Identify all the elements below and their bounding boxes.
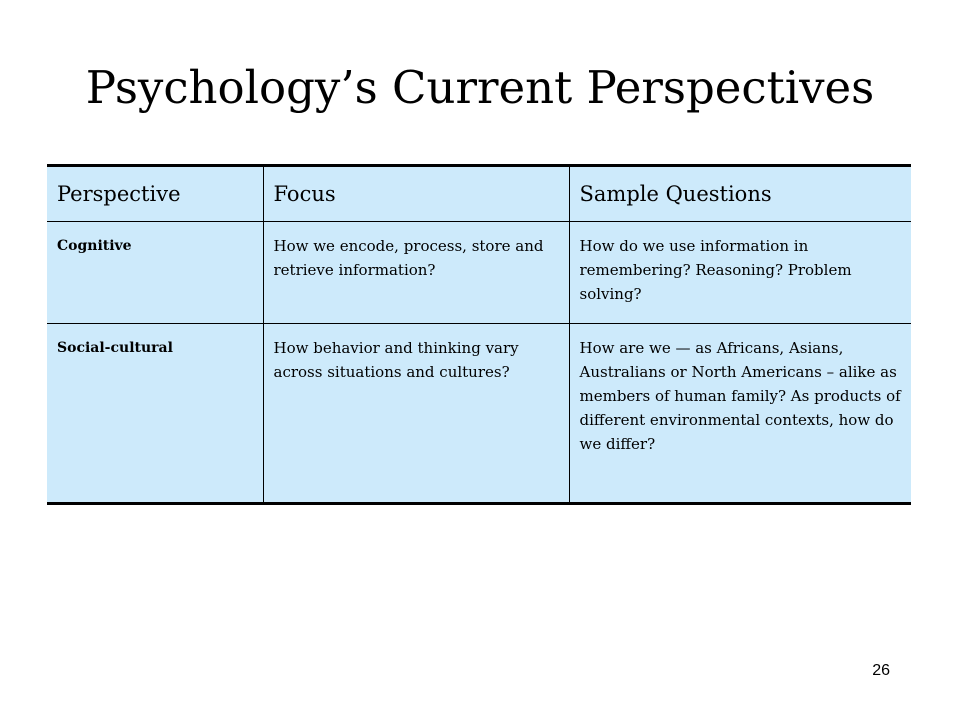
table-header-row <box>47 166 911 222</box>
header-perspective: Perspective <box>47 166 263 222</box>
focus-cell: How behavior and thinking vary across situations and cultures? <box>263 324 569 504</box>
focus-cell: How we encode, process, store and retrieve information? <box>263 222 569 324</box>
perspective-cell: Cognitive <box>47 222 263 324</box>
table-row <box>47 222 911 324</box>
perspectives-table <box>47 164 911 505</box>
page-number: 26 <box>872 662 890 679</box>
sample-questions-cell: How are we — as Africans, Asians, Australians or North Americans – alike as members of human family? As products of different environmental contexts, how do we differ? <box>569 324 911 504</box>
header-sample-questions: Sample Questions <box>569 166 911 222</box>
header-focus: Focus <box>263 166 569 222</box>
perspective-cell: Social-cultural <box>57 340 173 356</box>
sample-questions-cell: How do we use information in remembering? Reasoning? Problem solving? <box>569 222 911 324</box>
table-row <box>47 324 911 504</box>
slide-title: Psychology’s Current Perspectives <box>85 61 875 114</box>
